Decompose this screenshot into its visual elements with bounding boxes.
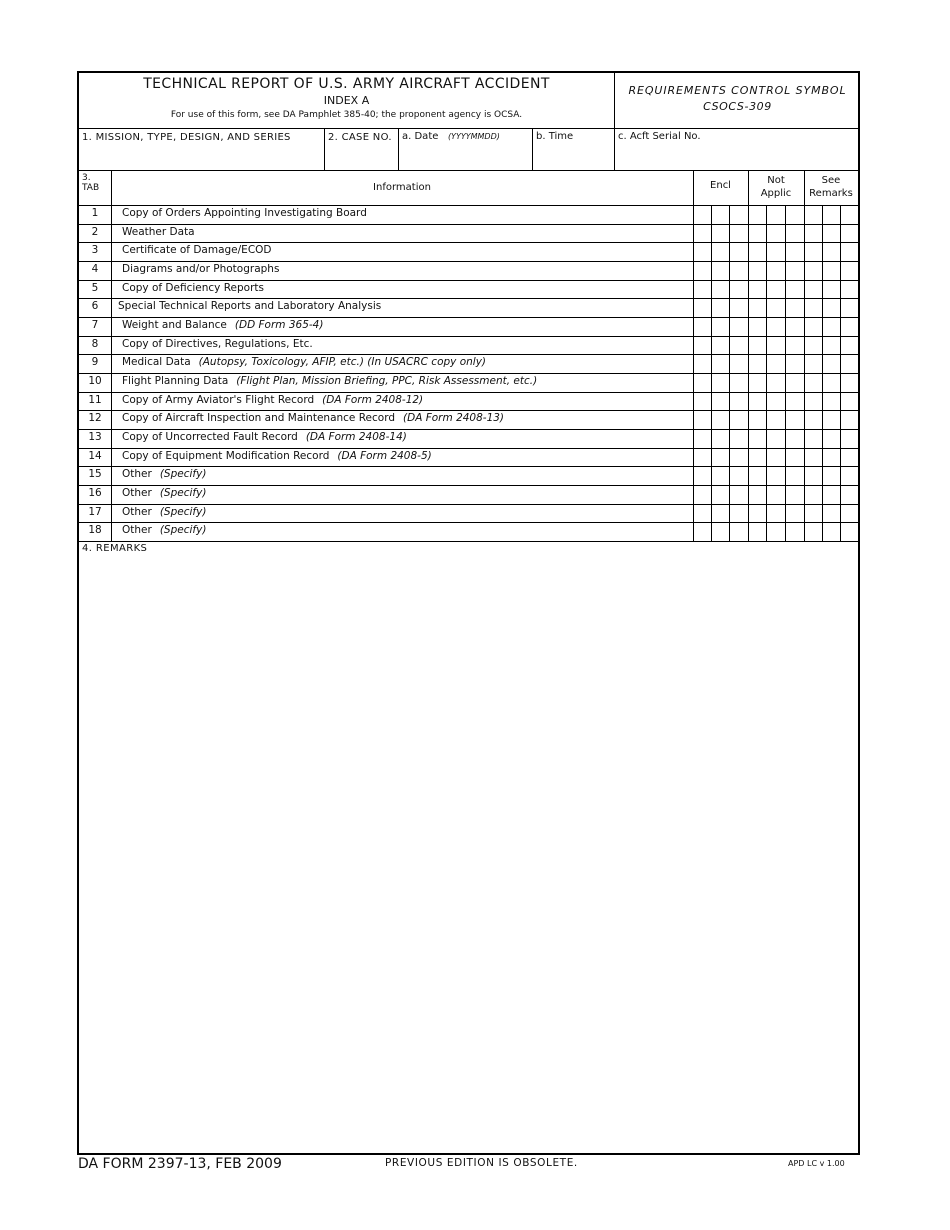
- encl-checkbox[interactable]: [712, 429, 730, 447]
- see-remarks-checkbox[interactable]: [823, 298, 841, 316]
- encl-column-header: Encl: [710, 180, 731, 191]
- row-description: [122, 263, 279, 275]
- encl-checkbox[interactable]: [730, 242, 748, 260]
- see-remarks-checkbox[interactable]: [805, 392, 823, 410]
- see-remarks-column-header: See Remarks: [809, 175, 853, 199]
- encl-checkbox[interactable]: [694, 522, 712, 540]
- not-applic-checkbox[interactable]: [749, 317, 767, 335]
- encl-checkbox[interactable]: [694, 261, 712, 279]
- row-number: 7: [91, 319, 99, 332]
- row-description: [122, 338, 313, 350]
- not-applic-checkbox[interactable]: [767, 261, 785, 279]
- not-applic-checkbox[interactable]: [767, 485, 785, 503]
- row-number: 5: [91, 281, 99, 294]
- row-note: (DA Form 2408-13): [403, 412, 505, 425]
- encl-checkbox[interactable]: [730, 522, 748, 540]
- row-label: Copy of Equipment Modification Record: [122, 449, 330, 462]
- not-applic-checkbox[interactable]: [749, 522, 767, 540]
- row-label: Other: [122, 524, 152, 537]
- table-row: [79, 205, 858, 224]
- encl-checkbox[interactable]: [694, 205, 712, 223]
- encl-checkbox[interactable]: [712, 392, 730, 410]
- see-remarks-checkbox[interactable]: [841, 224, 859, 242]
- divider: [532, 128, 533, 170]
- not-applic-checkbox[interactable]: [767, 280, 785, 298]
- row-note: (DD Form 365-4): [234, 319, 324, 332]
- form-subtitle: INDEX A: [323, 94, 370, 107]
- encl-checkbox[interactable]: [694, 429, 712, 447]
- table-row: [79, 280, 858, 299]
- row-number: 3: [91, 244, 99, 257]
- table-row: [79, 242, 858, 261]
- not-applic-checkbox[interactable]: [786, 485, 804, 503]
- version-label: APD LC v 1.00: [788, 1159, 845, 1168]
- table-row: [79, 522, 858, 541]
- row-number: 14: [88, 449, 102, 462]
- row-number: 4: [91, 263, 99, 275]
- see-remarks-checkbox[interactable]: [841, 298, 859, 316]
- see-remarks-checkbox[interactable]: [823, 410, 841, 428]
- not-applic-checkbox[interactable]: [749, 373, 767, 391]
- see-remarks-checkbox[interactable]: [823, 261, 841, 279]
- mission-label: 1. MISSION, TYPE, DESIGN, AND SERIES: [82, 132, 291, 143]
- see-remarks-checkbox[interactable]: [805, 466, 823, 484]
- see-remarks-checkbox[interactable]: [823, 205, 841, 223]
- encl-checkbox[interactable]: [712, 242, 730, 260]
- not-applic-checkbox[interactable]: [749, 205, 767, 223]
- encl-checkbox[interactable]: [730, 392, 748, 410]
- not-applic-checkbox[interactable]: [767, 410, 785, 428]
- encl-checkbox[interactable]: [694, 485, 712, 503]
- row-description: [122, 394, 423, 406]
- encl-checkbox[interactable]: [730, 336, 748, 354]
- not-applic-checkbox[interactable]: [767, 298, 785, 316]
- row-number: 17: [88, 505, 102, 518]
- row-description: [122, 226, 195, 238]
- encl-checkbox[interactable]: [712, 317, 730, 335]
- encl-checkbox[interactable]: [712, 205, 730, 223]
- not-applic-checkbox[interactable]: [786, 224, 804, 242]
- not-applic-checkbox[interactable]: [786, 261, 804, 279]
- see-remarks-checkbox[interactable]: [841, 280, 859, 298]
- not-applic-checkbox[interactable]: [786, 448, 804, 466]
- not-applic-checkbox[interactable]: [749, 504, 767, 522]
- obsolete-notice: PREVIOUS EDITION IS OBSOLETE.: [385, 1157, 578, 1169]
- not-applic-checkbox[interactable]: [767, 224, 785, 242]
- divider: [398, 128, 399, 170]
- see-remarks-checkbox[interactable]: [841, 317, 859, 335]
- not-applic-checkbox[interactable]: [767, 373, 785, 391]
- not-applic-checkbox[interactable]: [749, 224, 767, 242]
- encl-checkbox[interactable]: [730, 410, 748, 428]
- encl-checkbox[interactable]: [694, 448, 712, 466]
- encl-checkbox[interactable]: [694, 410, 712, 428]
- not-applic-column-header: Not Applic: [760, 175, 792, 199]
- case-label: 2. CASE NO.: [328, 132, 392, 143]
- see-remarks-checkbox[interactable]: [805, 448, 823, 466]
- row-description: [122, 282, 264, 294]
- row-note: (Specify): [159, 505, 207, 518]
- table-row: [79, 298, 858, 317]
- not-applic-checkbox[interactable]: [786, 373, 804, 391]
- see-remarks-checkbox[interactable]: [841, 261, 859, 279]
- not-applic-checkbox[interactable]: [749, 485, 767, 503]
- encl-checkbox[interactable]: [712, 410, 730, 428]
- not-applic-checkbox[interactable]: [767, 448, 785, 466]
- row-description: [122, 356, 486, 368]
- divider: [324, 128, 325, 170]
- encl-checkbox[interactable]: [730, 354, 748, 372]
- see-remarks-checkbox[interactable]: [841, 522, 859, 540]
- rcs-label: REQUIREMENTS CONTROL SYMBOL: [628, 84, 847, 97]
- not-applic-checkbox[interactable]: [786, 336, 804, 354]
- see-remarks-checkbox[interactable]: [805, 429, 823, 447]
- encl-checkbox[interactable]: [694, 242, 712, 260]
- see-remarks-checkbox[interactable]: [823, 242, 841, 260]
- encl-checkbox[interactable]: [712, 504, 730, 522]
- encl-checkbox[interactable]: [730, 317, 748, 335]
- see-remarks-checkbox[interactable]: [841, 336, 859, 354]
- tab-column-header: 3. TAB: [82, 173, 100, 193]
- encl-checkbox[interactable]: [730, 298, 748, 316]
- table-row: [79, 466, 858, 485]
- row-note: (DA Form 2408-5): [337, 449, 432, 462]
- encl-checkbox[interactable]: [712, 448, 730, 466]
- not-applic-checkbox[interactable]: [786, 242, 804, 260]
- table-row: [79, 448, 858, 467]
- encl-checkbox[interactable]: [712, 261, 730, 279]
- not-applic-checkbox[interactable]: [786, 429, 804, 447]
- row-description: [122, 431, 407, 443]
- row-label: Weight and Balance: [122, 319, 227, 332]
- not-applic-checkbox[interactable]: [749, 280, 767, 298]
- encl-checkbox[interactable]: [694, 224, 712, 242]
- not-applic-checkbox[interactable]: [786, 298, 804, 316]
- table-row: [79, 261, 858, 280]
- table-row: [79, 317, 858, 336]
- see-remarks-checkbox[interactable]: [805, 504, 823, 522]
- encl-checkbox[interactable]: [730, 485, 748, 503]
- see-remarks-checkbox[interactable]: [805, 261, 823, 279]
- row-note: (Specify): [159, 468, 207, 481]
- see-remarks-checkbox[interactable]: [823, 280, 841, 298]
- see-remarks-checkbox[interactable]: [805, 522, 823, 540]
- date-label: a. Date (YYYYMMDD): [402, 131, 500, 142]
- encl-checkbox[interactable]: [712, 485, 730, 503]
- see-remarks-checkbox[interactable]: [841, 466, 859, 484]
- see-remarks-checkbox[interactable]: [823, 392, 841, 410]
- not-applic-checkbox[interactable]: [749, 410, 767, 428]
- not-applic-checkbox[interactable]: [749, 429, 767, 447]
- not-applic-checkbox[interactable]: [767, 429, 785, 447]
- see-remarks-checkbox[interactable]: [841, 448, 859, 466]
- row-label: Other: [122, 487, 152, 500]
- encl-checkbox[interactable]: [712, 280, 730, 298]
- information-column-header: Information: [373, 182, 431, 193]
- row-label: Copy of Orders Appointing Investigating Board: [122, 207, 367, 219]
- row-note: (Specify): [159, 487, 207, 500]
- divider: [79, 541, 858, 542]
- remarks-label: 4. REMARKS: [82, 543, 148, 554]
- encl-checkbox[interactable]: [712, 373, 730, 391]
- not-applic-checkbox[interactable]: [767, 317, 785, 335]
- not-applic-checkbox[interactable]: [767, 522, 785, 540]
- row-label: Copy of Army Aviator's Flight Record: [122, 393, 315, 406]
- row-number: 10: [88, 375, 102, 388]
- row-description: [122, 524, 206, 536]
- not-applic-checkbox[interactable]: [786, 504, 804, 522]
- not-applic-checkbox[interactable]: [786, 466, 804, 484]
- see-remarks-checkbox[interactable]: [823, 485, 841, 503]
- encl-checkbox[interactable]: [694, 317, 712, 335]
- see-remarks-checkbox[interactable]: [841, 410, 859, 428]
- see-remarks-checkbox[interactable]: [805, 485, 823, 503]
- not-applic-checkbox[interactable]: [767, 466, 785, 484]
- not-applic-checkbox[interactable]: [767, 242, 785, 260]
- not-applic-checkbox[interactable]: [786, 317, 804, 335]
- not-applic-checkbox[interactable]: [767, 336, 785, 354]
- row-label: Copy of Deficiency Reports: [122, 281, 264, 294]
- encl-checkbox[interactable]: [730, 261, 748, 279]
- see-remarks-checkbox[interactable]: [823, 336, 841, 354]
- encl-checkbox[interactable]: [730, 373, 748, 391]
- table-row: [79, 354, 858, 373]
- encl-checkbox[interactable]: [712, 298, 730, 316]
- row-number: 15: [88, 468, 102, 481]
- encl-checkbox[interactable]: [694, 354, 712, 372]
- see-remarks-checkbox[interactable]: [823, 522, 841, 540]
- see-remarks-checkbox[interactable]: [823, 448, 841, 466]
- divider: [614, 128, 615, 170]
- see-remarks-checkbox[interactable]: [841, 485, 859, 503]
- encl-checkbox[interactable]: [712, 522, 730, 540]
- see-remarks-checkbox[interactable]: [805, 354, 823, 372]
- encl-checkbox[interactable]: [694, 373, 712, 391]
- row-label: Weather Data: [122, 225, 195, 238]
- not-applic-checkbox[interactable]: [749, 261, 767, 279]
- divider: [79, 170, 858, 171]
- not-applic-checkbox[interactable]: [749, 242, 767, 260]
- see-remarks-checkbox[interactable]: [805, 205, 823, 223]
- row-number: 16: [88, 487, 102, 500]
- not-applic-checkbox[interactable]: [749, 298, 767, 316]
- row-description: [122, 244, 272, 256]
- case-input[interactable]: [328, 149, 394, 167]
- not-applic-checkbox[interactable]: [749, 392, 767, 410]
- table-row: [79, 373, 858, 392]
- encl-checkbox[interactable]: [730, 429, 748, 447]
- table-row: [79, 410, 858, 429]
- encl-checkbox[interactable]: [730, 224, 748, 242]
- row-description: [122, 506, 206, 518]
- row-number: 11: [88, 393, 102, 406]
- see-remarks-checkbox[interactable]: [841, 242, 859, 260]
- see-remarks-checkbox[interactable]: [841, 392, 859, 410]
- encl-checkbox[interactable]: [712, 224, 730, 242]
- see-remarks-checkbox[interactable]: [805, 410, 823, 428]
- row-description: [122, 412, 504, 424]
- encl-checkbox[interactable]: [694, 298, 712, 316]
- not-applic-checkbox[interactable]: [767, 205, 785, 223]
- row-description: [122, 319, 323, 331]
- row-number: 12: [88, 412, 102, 425]
- encl-checkbox[interactable]: [694, 466, 712, 484]
- row-label: Copy of Directives, Regulations, Etc.: [122, 337, 313, 350]
- not-applic-checkbox[interactable]: [767, 354, 785, 372]
- encl-checkbox[interactable]: [712, 354, 730, 372]
- see-remarks-checkbox[interactable]: [841, 354, 859, 372]
- row-number: 2: [91, 225, 99, 238]
- encl-checkbox[interactable]: [730, 280, 748, 298]
- row-label: Diagrams and/or Photographs: [122, 263, 280, 275]
- remarks-input[interactable]: [81, 557, 860, 1153]
- see-remarks-checkbox[interactable]: [823, 373, 841, 391]
- row-description: [122, 450, 432, 462]
- row-number: 1: [91, 207, 99, 219]
- table-row: [79, 504, 858, 523]
- see-remarks-checkbox[interactable]: [805, 280, 823, 298]
- table-row: [79, 429, 858, 448]
- not-applic-checkbox[interactable]: [767, 392, 785, 410]
- see-remarks-checkbox[interactable]: [841, 373, 859, 391]
- row-note: (DA Form 2408-12): [322, 393, 424, 406]
- see-remarks-checkbox[interactable]: [805, 317, 823, 335]
- see-remarks-checkbox[interactable]: [841, 504, 859, 522]
- row-description: [122, 468, 206, 480]
- row-note: (DA Form 2408-14): [305, 431, 407, 444]
- see-remarks-checkbox[interactable]: [823, 354, 841, 372]
- row-note: (Flight Plan, Mission Briefing, PPC, Risk Assessment, etc.): [236, 375, 538, 388]
- time-label: b. Time: [536, 131, 574, 142]
- form-title: TECHNICAL REPORT OF U.S. ARMY AIRCRAFT ACCIDENT: [143, 76, 550, 92]
- see-remarks-checkbox[interactable]: [841, 205, 859, 223]
- see-remarks-checkbox[interactable]: [823, 429, 841, 447]
- row-label: Special Technical Reports and Laboratory Analysis: [118, 300, 382, 313]
- table-row: [79, 392, 858, 411]
- date-format-hint: (YYYYMMDD): [447, 132, 500, 141]
- serial-input[interactable]: [618, 149, 854, 167]
- encl-checkbox[interactable]: [694, 392, 712, 410]
- see-remarks-checkbox[interactable]: [823, 504, 841, 522]
- see-remarks-checkbox[interactable]: [823, 317, 841, 335]
- not-applic-checkbox[interactable]: [786, 280, 804, 298]
- table-row: [79, 336, 858, 355]
- table-row: [79, 224, 858, 243]
- see-remarks-checkbox[interactable]: [805, 336, 823, 354]
- see-remarks-checkbox[interactable]: [805, 298, 823, 316]
- encl-checkbox[interactable]: [730, 205, 748, 223]
- form-id: DA FORM 2397-13, FEB 2009: [78, 1156, 282, 1172]
- row-label: Certificate of Damage/ECOD: [122, 244, 272, 257]
- date-input[interactable]: [402, 149, 528, 167]
- encl-checkbox[interactable]: [694, 280, 712, 298]
- not-applic-checkbox[interactable]: [786, 522, 804, 540]
- encl-checkbox[interactable]: [712, 466, 730, 484]
- not-applic-checkbox[interactable]: [749, 354, 767, 372]
- encl-checkbox[interactable]: [712, 336, 730, 354]
- row-label: Flight Planning Data: [122, 375, 229, 388]
- see-remarks-checkbox[interactable]: [823, 224, 841, 242]
- row-label: Medical Data: [122, 356, 191, 369]
- row-description: [118, 300, 381, 312]
- row-description: [122, 375, 537, 387]
- not-applic-checkbox[interactable]: [749, 466, 767, 484]
- mission-input[interactable]: [82, 149, 320, 167]
- row-number: 9: [91, 356, 99, 369]
- row-label: Other: [122, 468, 152, 481]
- see-remarks-checkbox[interactable]: [805, 224, 823, 242]
- row-label: Copy of Uncorrected Fault Record: [122, 431, 298, 444]
- see-remarks-checkbox[interactable]: [805, 242, 823, 260]
- not-applic-checkbox[interactable]: [749, 336, 767, 354]
- row-number: 6: [91, 300, 99, 313]
- encl-checkbox[interactable]: [730, 466, 748, 484]
- encl-checkbox[interactable]: [694, 504, 712, 522]
- form-instructions: For use of this form, see DA Pamphlet 385-40; the proponent agency is OCSA.: [170, 110, 523, 120]
- not-applic-checkbox[interactable]: [786, 354, 804, 372]
- encl-checkbox[interactable]: [730, 504, 748, 522]
- row-note: (Autopsy, Toxicology, AFIP, etc.) (In USACRC copy only): [198, 356, 487, 369]
- see-remarks-checkbox[interactable]: [841, 429, 859, 447]
- time-input[interactable]: [536, 149, 610, 167]
- not-applic-checkbox[interactable]: [786, 205, 804, 223]
- not-applic-checkbox[interactable]: [786, 392, 804, 410]
- encl-checkbox[interactable]: [730, 448, 748, 466]
- row-description: [122, 487, 206, 499]
- row-note: (Specify): [159, 524, 207, 537]
- row-number: 8: [91, 337, 99, 350]
- table-row: [79, 485, 858, 504]
- row-label: Other: [122, 505, 152, 518]
- rcs-code: CSOCS-309: [703, 100, 772, 113]
- row-label: Copy of Aircraft Inspection and Maintenance Record: [122, 412, 396, 425]
- row-number: 18: [88, 524, 102, 537]
- serial-label: c. Acft Serial No.: [618, 131, 701, 142]
- row-number: 13: [88, 431, 102, 444]
- not-applic-checkbox[interactable]: [767, 504, 785, 522]
- row-description: [122, 207, 367, 219]
- divider: [79, 128, 858, 129]
- form-frame: [77, 71, 860, 1155]
- encl-checkbox[interactable]: [694, 336, 712, 354]
- see-remarks-checkbox[interactable]: [823, 466, 841, 484]
- see-remarks-checkbox[interactable]: [805, 373, 823, 391]
- not-applic-checkbox[interactable]: [786, 410, 804, 428]
- not-applic-checkbox[interactable]: [749, 448, 767, 466]
